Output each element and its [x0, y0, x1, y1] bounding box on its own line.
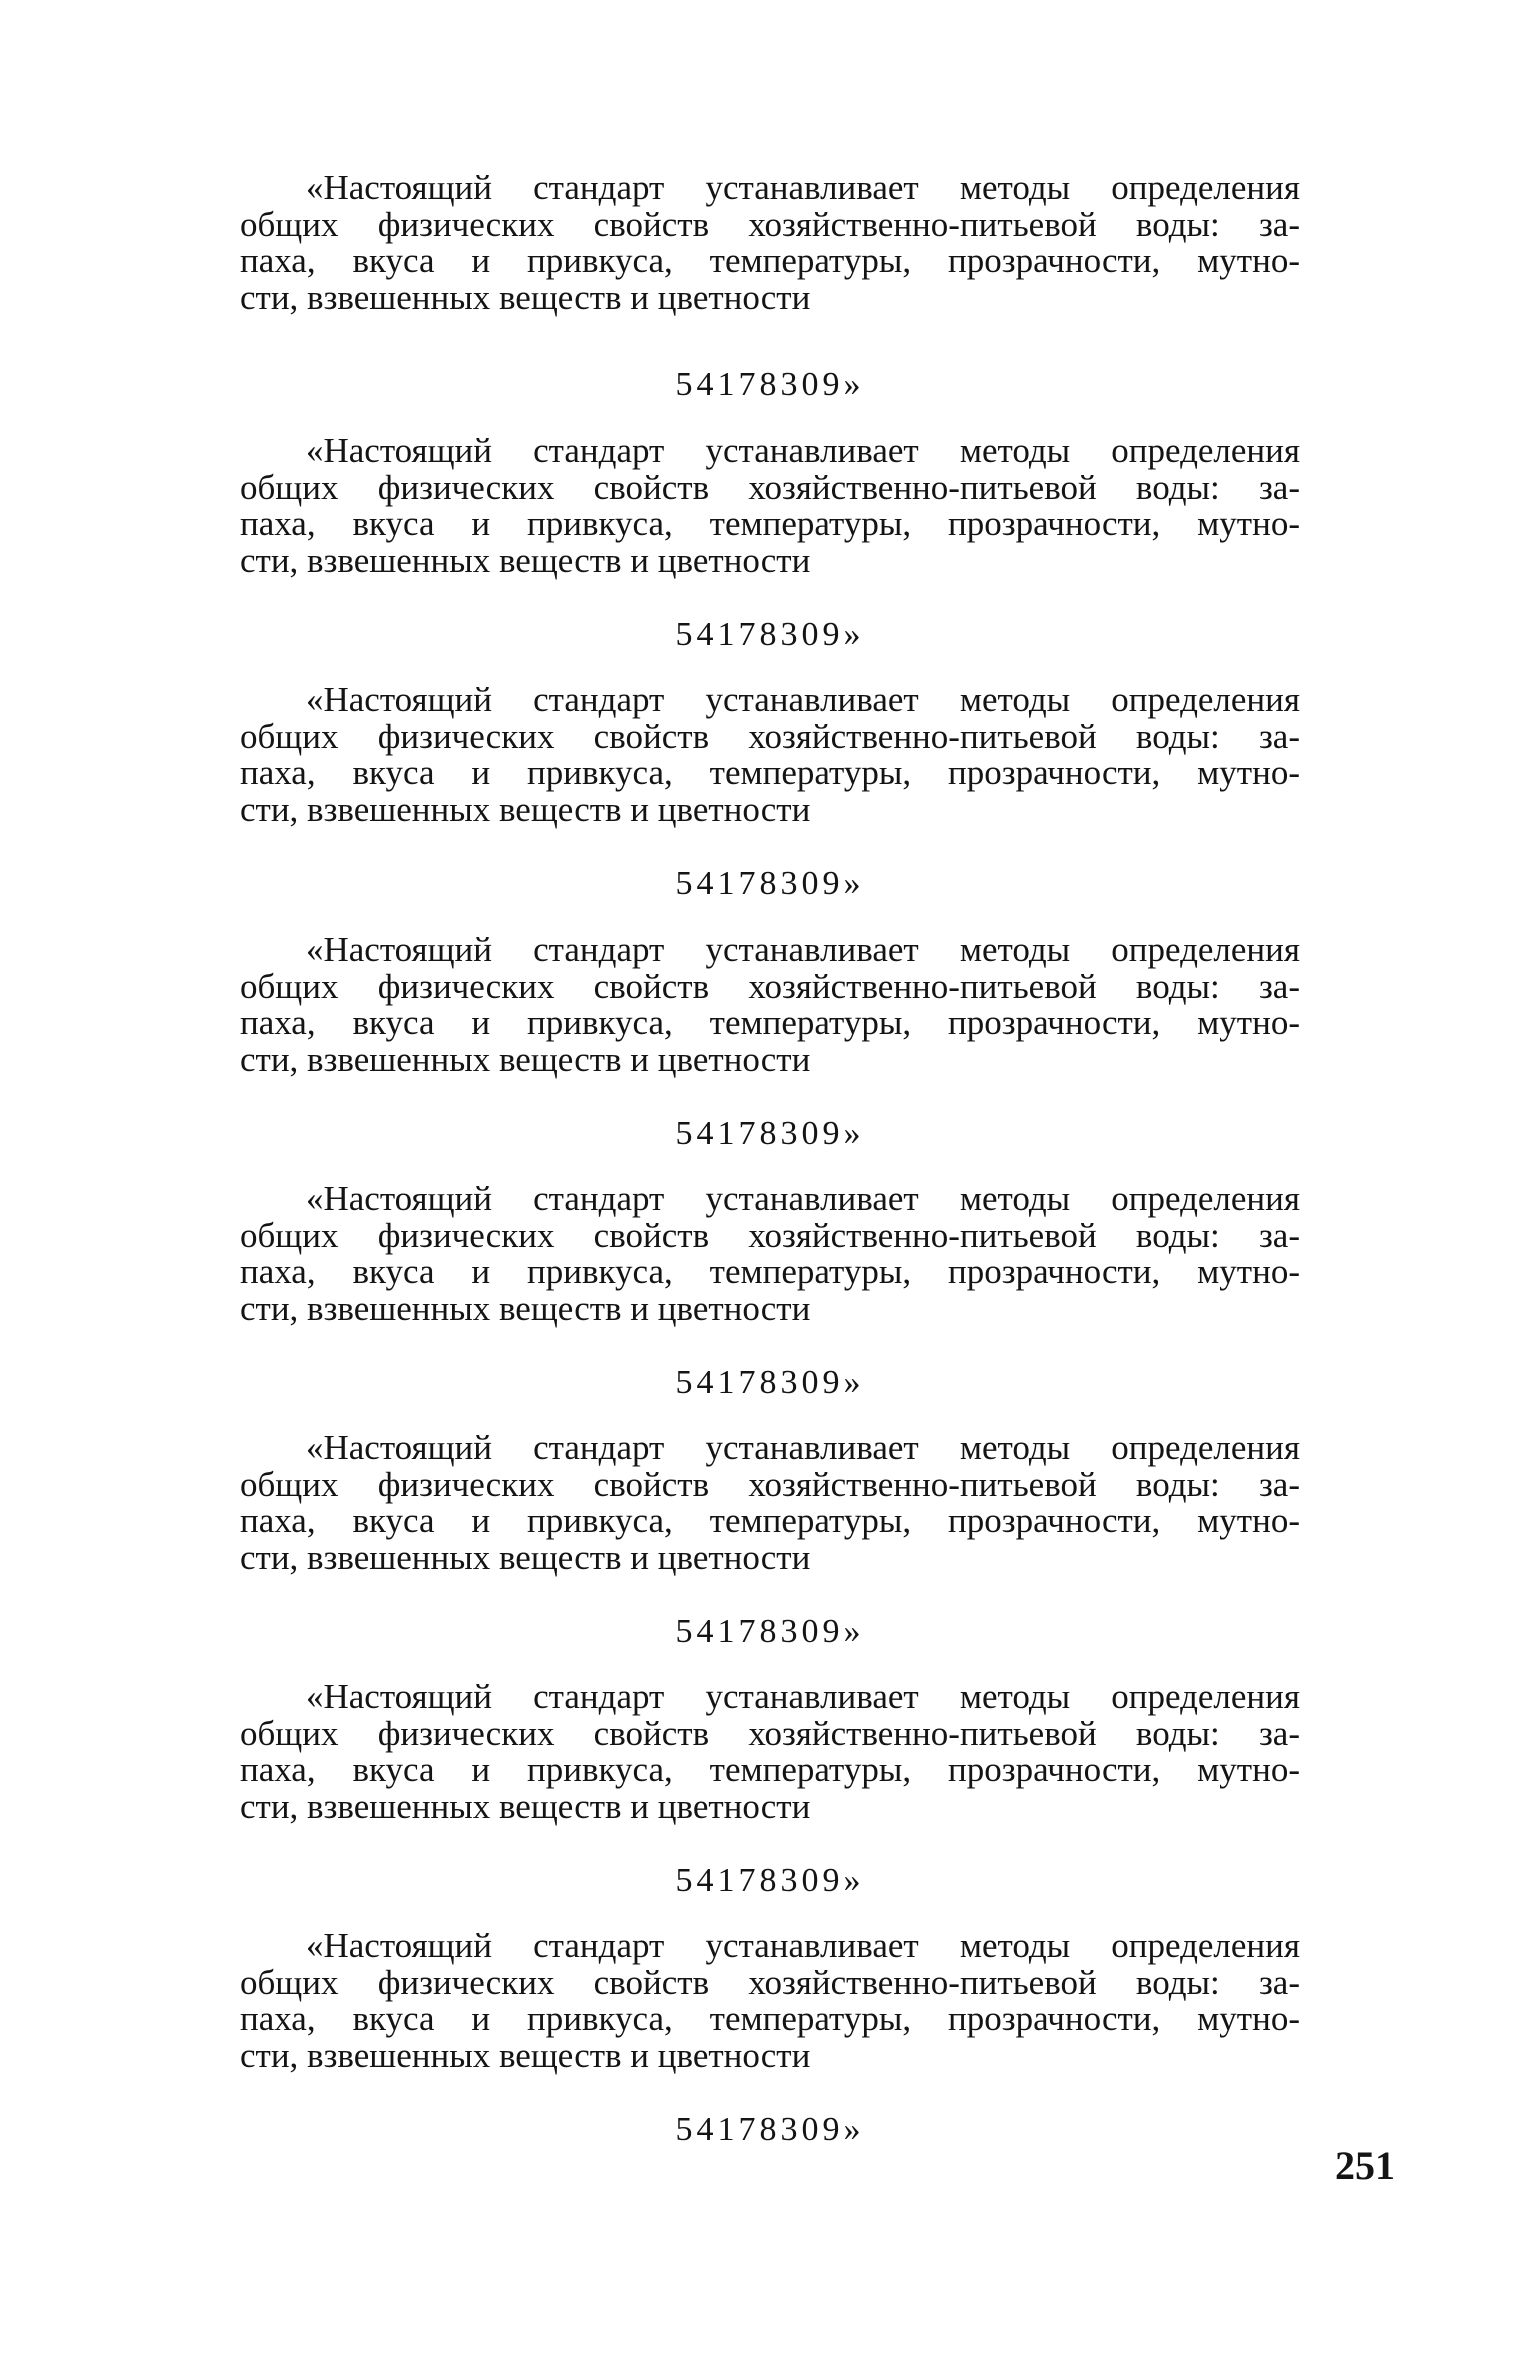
paragraph-block [240, 682, 1300, 828]
paragraph-line: общих физических свойств хозяйственно-питьевой воды: за- [240, 1215, 1300, 1255]
paragraph-line: паха, вкуса и привкуса, температуры, прозрачности, мутно- [240, 753, 1300, 792]
paragraph-line: сти, взвешенных веществ и цветности [240, 540, 811, 580]
paragraph [240, 1679, 1300, 1825]
paragraph-line: общих физических свойств хозяйственно-питьевой воды: за- [240, 716, 1300, 756]
paragraph-line: общих физических свойств хозяйственно-питьевой воды: за- [240, 966, 1300, 1006]
paragraph-line: паха, вкуса и привкуса, температуры, прозрачности, мутно- [240, 1750, 1300, 1789]
paragraph-line: паха, вкуса и привкуса, температуры, прозрачности, мутно- [240, 241, 1300, 280]
paragraph-block [240, 170, 1300, 316]
paragraph-line: «Настоящий стандарт устанавливает методы определения [306, 1926, 1300, 1965]
standard-code: 54178309» [675, 616, 865, 653]
paragraph-line: сти, взвешенных веществ и цветности [240, 2035, 811, 2075]
page-number: 251 [1335, 2143, 1395, 2188]
paragraph-line: сти, взвешенных веществ и цветности [240, 1537, 811, 1577]
paragraph-line: паха, вкуса и привкуса, температуры, прозрачности, мутно- [240, 504, 1300, 543]
standard-code: 54178309» [675, 1862, 865, 1899]
paragraph-line: паха, вкуса и привкуса, температуры, прозрачности, мутно- [240, 1501, 1300, 1540]
paragraph-line: общих физических свойств хозяйственно-питьевой воды: за- [240, 1713, 1300, 1753]
standard-code: 54178309» [675, 1115, 865, 1152]
paragraph-line: паха, вкуса и привкуса, температуры, прозрачности, мутно- [240, 1252, 1300, 1291]
standard-code: 54178309» [675, 366, 865, 403]
paragraph [240, 1181, 1300, 1327]
paragraph-line: сти, взвешенных веществ и цветности [240, 277, 811, 317]
paragraph-line: общих физических свойств хозяйственно-питьевой воды: за- [240, 1962, 1300, 2002]
paragraph-line: «Настоящий стандарт устанавливает методы определения [306, 431, 1300, 470]
paragraph-line: «Настоящий стандарт устанавливает методы определения [306, 1677, 1300, 1716]
paragraph-block [240, 1181, 1300, 1327]
paragraph-line: паха, вкуса и привкуса, температуры, прозрачности, мутно- [240, 1003, 1300, 1042]
paragraph [240, 682, 1300, 828]
paragraph-line: сти, взвешенных веществ и цветности [240, 1288, 811, 1328]
paragraph-line: «Настоящий стандарт устанавливает методы определения [306, 168, 1300, 207]
paragraph-line: сти, взвешенных веществ и цветности [240, 1786, 811, 1826]
paragraph-block [240, 1430, 1300, 1576]
paragraph-block [240, 932, 1300, 1078]
paragraph [240, 433, 1300, 579]
paragraph-block [240, 433, 1300, 579]
standard-code: 54178309» [675, 865, 865, 902]
paragraph-line: «Настоящий стандарт устанавливает методы определения [306, 1428, 1300, 1467]
paragraph-line: общих физических свойств хозяйственно-питьевой воды: за- [240, 204, 1300, 244]
standard-code: 54178309» [675, 2111, 865, 2148]
paragraph-line: «Настоящий стандарт устанавливает методы определения [306, 680, 1300, 719]
paragraph-block [240, 1679, 1300, 1825]
paragraph-line: общих физических свойств хозяйственно-питьевой воды: за- [240, 467, 1300, 507]
paragraph [240, 1430, 1300, 1576]
standard-code: 54178309» [675, 1364, 865, 1401]
paragraph [240, 932, 1300, 1078]
paragraph-line: сти, взвешенных веществ и цветности [240, 789, 811, 829]
paragraph-block [240, 1928, 1300, 2074]
standard-code: 54178309» [675, 1613, 865, 1650]
paragraph-line: «Настоящий стандарт устанавливает методы определения [306, 1179, 1300, 1218]
paragraph [240, 170, 1300, 316]
paragraph-line: общих физических свойств хозяйственно-питьевой воды: за- [240, 1464, 1300, 1504]
paragraph [240, 1928, 1300, 2074]
paragraph-line: «Настоящий стандарт устанавливает методы определения [306, 930, 1300, 969]
paragraph-line: сти, взвешенных веществ и цветности [240, 1039, 811, 1079]
paragraph-line: паха, вкуса и привкуса, температуры, прозрачности, мутно- [240, 1999, 1300, 2038]
